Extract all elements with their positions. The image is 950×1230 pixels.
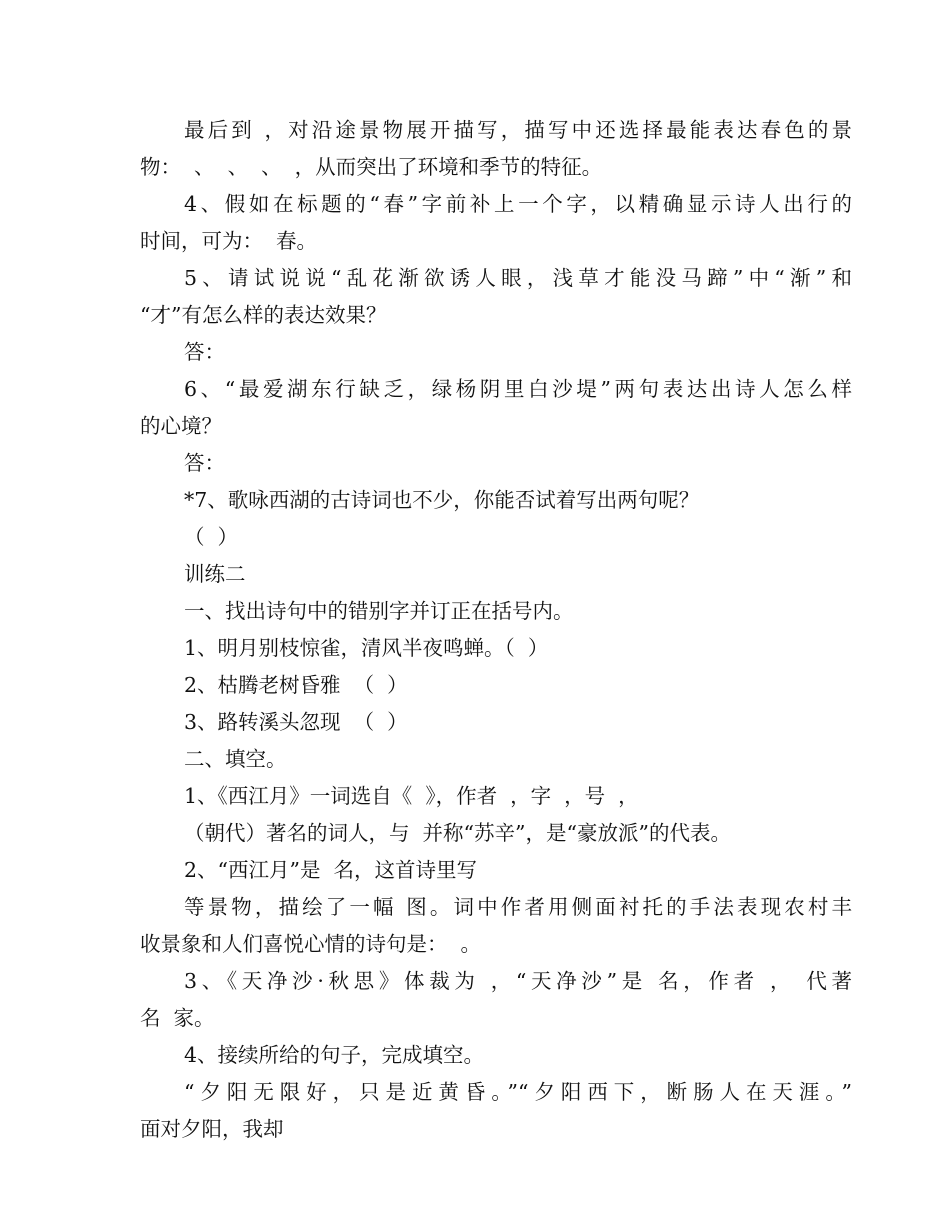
text-line: 物： 、 、 、 ，从而突出了环境和季节的特征。 [140, 155, 603, 179]
text-line: 名 家。 [140, 1006, 215, 1030]
text-line: 时间，可为： 春。 [140, 229, 318, 253]
text-line: 2、“西江月”是 名，这首诗里写 [184, 858, 478, 882]
text-line: 3、路转溪头忽现 （ ） [184, 710, 408, 734]
text-line: 答： [184, 340, 225, 364]
text-line: *7、歌咏西湖的古诗词也不少，你能否试着写出两句呢？ [184, 488, 700, 512]
text-line: （ ） [184, 525, 239, 549]
text-line: 面对夕阳，我却 [140, 1117, 284, 1141]
text-line: 收景象和人们喜悦心情的诗句是： 。 [140, 932, 482, 956]
text-line: 3、《天净沙·秋思》体裁为 ，“天净沙”是 名，作者 ， 代著 [184, 969, 852, 993]
text-line: 1、《西江月》一词选自《 》，作者 ，字 ，号 ， [184, 784, 639, 808]
text-line: 的心境？ [140, 414, 222, 438]
text-line: 答： [184, 451, 225, 475]
text-line: “夕阳无限好，只是近黄昏。”“夕阳西下，断肠人在天涯。” [184, 1080, 852, 1104]
text-line: 等景物，描绘了一幅 图。词中作者用侧面衬托的手法表现农村丰 [184, 895, 852, 919]
text-line: 1、明月别枝惊雀，清风半夜鸣蝉。（ ） [184, 636, 549, 660]
text-line: “才”有怎么样的表达效果？ [140, 303, 387, 327]
text-line: 6、“最爱湖东行缺乏，绿杨阴里白沙堤”两句表达出诗人怎么样 [184, 377, 852, 401]
text-line: 二、填空。 [184, 747, 287, 771]
text-line: 一、找出诗句中的错别字并订正在括号内。 [184, 599, 574, 623]
text-line: 4、假如在标题的“春”字前补上一个字，以精确显示诗人出行的 [184, 192, 852, 216]
text-line: 5、请试说说“乱花渐欲诱人眼，浅草才能没马蹄”中“渐”和 [184, 266, 852, 290]
text-line: 最后到 ，对沿途景物展开描写，描写中还选择最能表达春色的景 [184, 118, 852, 142]
text-line: 4、接续所给的句子，完成填空。 [184, 1043, 485, 1067]
text-line: 2、枯腾老树昏雅 （ ） [184, 673, 408, 697]
section-heading: 训练二 [184, 562, 246, 586]
text-line: （朝代）著名的词人，与 并称“苏辛”，是“豪放派”的代表。 [184, 821, 731, 845]
